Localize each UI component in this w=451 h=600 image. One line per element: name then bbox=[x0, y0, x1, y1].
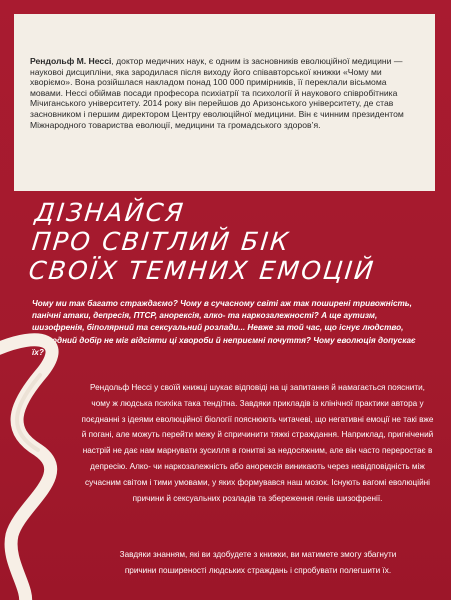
ribbon-stroke bbox=[0, 340, 52, 600]
author-name: Рендольф М. Нессі bbox=[30, 56, 112, 66]
description-paragraph: Рендольф Нессі у своїй книжці шукає відповіді на ці запитання й намагається пояснити, чому ж людська психіка така тендітна. Завдяки прикладів із клінічної практики автора у поєднанні з ідеями еволюційної біології пояснюють читачеві, що негативні емоції не такі вже й погані, але можуть перейти межу й спричинити тяжкі страждання. Наприклад, пригнічений настрій не дає нам марнувати зусилля в гонитві за недосяжним, але він часто переростає в депресію. Алко- чи наркозалежність або анорексія виникають через невідповідність між сучасним світом і тими умовами, у яких формувався наш мозок. Існують вагомі еволюційні причини й сексуальних розладів та збереження генів шизофренії. bbox=[81, 383, 434, 503]
headline bbox=[27, 198, 382, 285]
headline-line-2: ПРО СВІТЛИЙ БІК bbox=[30, 227, 292, 256]
headline-line-3: СВОЇХ ТЕМНИХ ЕМОЦІЙ bbox=[27, 256, 377, 285]
author-bio-text: , доктор медичних наук, є одним із засновників еволюційної медицини — науковоі дисципліни, яка зародилася після виходу його співавторської книжки «Чому ми хворіємо». Вона розійшлася накладом понад 100 000 примірників, її переклали вісьмома мовами. Нессі обіймав посади професора психіатріï та психології й наукового співробітника Мічиганського університету. 2014 року він перейшов до Аризонського університету, де став засновником і першим директором Центру еволюційної медицини. Він є чинним президентом Міжнародного товариства еволюції, медицини та громадського здоров’я. bbox=[30, 56, 404, 130]
closing-paragraph: Завдяки знанням, які ви здобудете з книжки, ви матимете змогу збагнути причини поширеності людських страждань і спробувати полегшити їх. bbox=[119, 550, 397, 575]
headline-line-1: ДІЗНАЙСЯ bbox=[33, 198, 187, 227]
questions-paragraph: Чому ми так багато страждаємо? Чому в сучасному світі аж так поширені тривожність, панічні атаки, депресія, ПТСР, анорексія, алко- та наркозалежності? А ще аутизм, шизофренія, біполярний та сексуальний розлади... Невже за той час, що існує людство, природний добір не міг відсіяти ці хвороби й неприємні почуття? Чому еволюція допускає їх? bbox=[32, 299, 416, 357]
author-bio bbox=[30, 56, 410, 130]
